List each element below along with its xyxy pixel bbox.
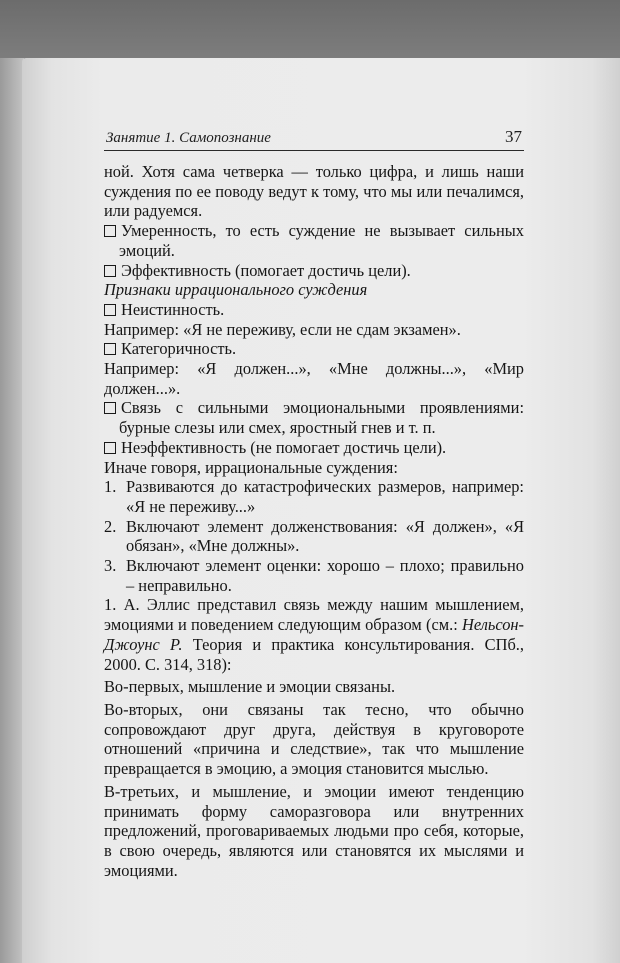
checklist-item-ineffective: Неэффективность (не помогает достичь цели).: [104, 438, 524, 458]
checklist-item-effectiveness: Эффективность (помогает достичь цели).: [104, 261, 524, 281]
intro-paragraph: ной. Хотя сама четверка — только цифра, и лишь наши суждения по ее поводу ведут к тому, что мы или печалимся, или радуемся.: [104, 162, 524, 221]
third-point: В-третьих, и мышление, и эмоции имеют тенденцию принимать форму саморазговора или внутренних предложений, проговариваемых людьми про себя, которые, в свою очередь, являются или становятся их мыслями и эмоциями.: [104, 781, 524, 880]
example-line-2: Например: «Я должен...», «Мне должны...», «Мир должен...».: [104, 359, 524, 398]
checklist-item-emotions: Связь с сильными эмоциональными проявлениями: бурные слезы или смех, яростный гнев и т. п.: [104, 398, 524, 437]
checkbox-icon: [104, 221, 121, 240]
checkbox-icon: [104, 300, 121, 319]
running-header: [104, 128, 524, 151]
second-point: Во-вторых, они связаны так тесно, что обычно сопровождают друг друга, действуя в круговороте отношений «причина и следствие», так что мышление превращается в эмоцию, а эмоция становится мыслью.: [104, 699, 524, 779]
checklist-item-categorical: Категоричность.: [104, 339, 524, 359]
citation-author: Нельсон-Джоунс Р.: [104, 615, 524, 654]
numbered-item: 1. Развиваются до катастрофических размеров, например: «Я не переживу...»: [104, 477, 524, 516]
checkbox-icon: [104, 398, 121, 417]
chapter-title: Занятие 1. Самопознание: [106, 130, 271, 146]
checkbox-icon: [104, 438, 121, 457]
irrational-heading: Признаки иррационального суждения: [104, 280, 368, 300]
page-left-edge: [0, 58, 24, 963]
scan-top-background: [0, 0, 620, 62]
checkbox-icon: [104, 339, 121, 358]
numbered-item: 3. Включают элемент оценки: хорошо – плохо; правильно – неправильно.: [104, 556, 524, 595]
checklist-item-moderation: Умеренность, то есть суждение не вызывает сильных эмоций.: [104, 221, 524, 260]
checklist-item-untruth: Неистинность.: [104, 300, 524, 320]
numbered-item: 2. Включают элемент долженствования: «Я должен», «Я обязан», «Мне должны».: [104, 516, 524, 556]
page-number: 37: [505, 127, 522, 146]
page-body: [104, 162, 524, 880]
checkbox-icon: [104, 261, 121, 280]
ellis-paragraph: 1. А. Эллис представил связь между нашим мышлением, эмоциями и поведением следующим образом (см.: Нельсон-Джоунс Р. Теория и практика консультирования. СПб., 2000. С. 314, 318):: [104, 595, 524, 674]
example-line-1: Например: «Я не переживу, если не сдам экзамен».: [104, 319, 461, 339]
otherwise-line: Иначе говоря, иррациональные суждения:: [104, 457, 398, 477]
first-point: Во-первых, мышление и эмоции связаны.: [104, 677, 396, 697]
